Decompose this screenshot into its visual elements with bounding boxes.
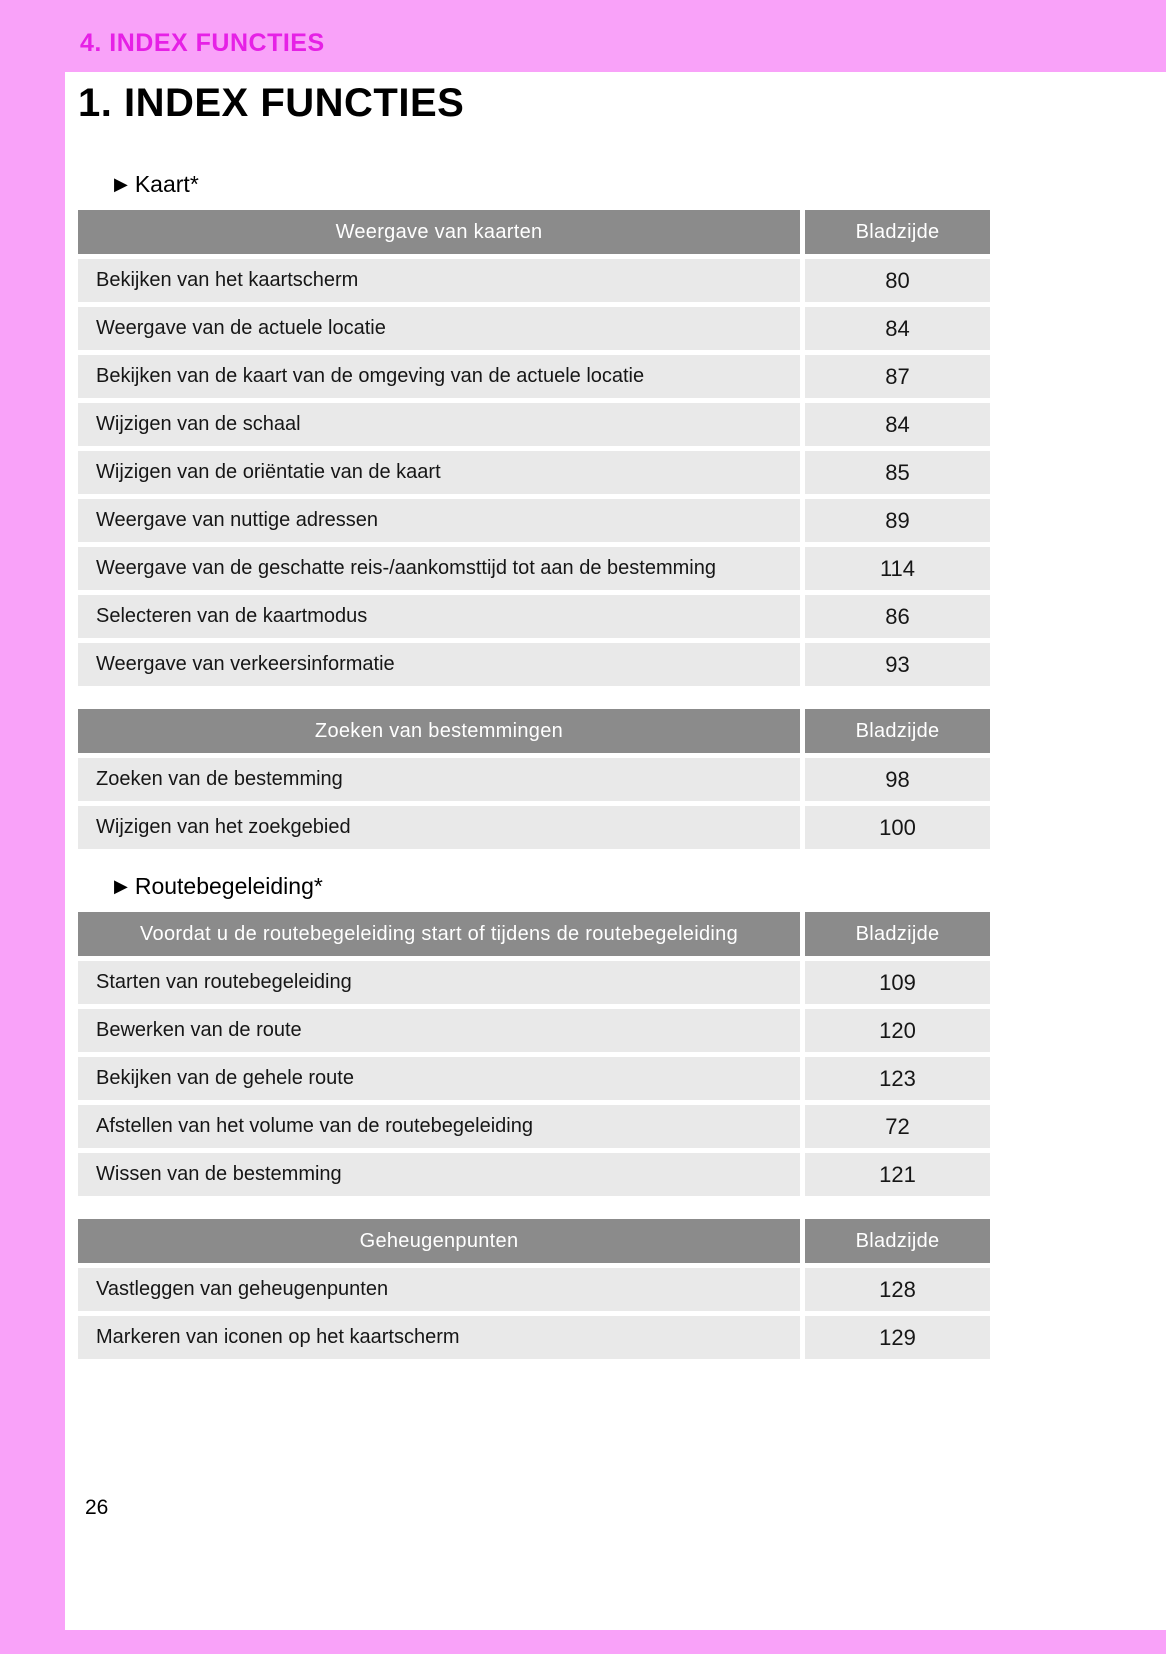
page-number: 26 xyxy=(85,1496,109,1519)
table-header-row xyxy=(78,709,990,753)
page-column-header: Bladzijde xyxy=(805,1219,990,1263)
row-label: Starten van routebegeleiding xyxy=(78,961,800,1004)
row-label: Weergave van verkeersinformatie xyxy=(78,643,800,686)
table-row xyxy=(78,806,990,849)
section-label-kaart xyxy=(114,170,1166,198)
top-banner xyxy=(0,0,1166,72)
row-label: Markeren van iconen op het kaartscherm xyxy=(78,1316,800,1359)
table-row xyxy=(78,403,990,446)
table-title: Zoeken van bestemmingen xyxy=(78,709,800,753)
row-page-number: 120 xyxy=(805,1009,990,1052)
row-page-number: 80 xyxy=(805,259,990,302)
table-row xyxy=(78,1057,990,1100)
row-label: Bewerken van de route xyxy=(78,1009,800,1052)
table-row xyxy=(78,961,990,1004)
row-page-number: 93 xyxy=(805,643,990,686)
triangle-marker-icon: ▶ xyxy=(114,174,128,194)
row-label: Bekijken van de gehele route xyxy=(78,1057,800,1100)
row-page-number: 100 xyxy=(805,806,990,849)
table-row xyxy=(78,1316,990,1359)
row-label: Bekijken van de kaart van de omgeving van de actuele locatie xyxy=(78,355,800,398)
table-row xyxy=(78,595,990,638)
index-body xyxy=(65,126,1166,1359)
table-row xyxy=(78,547,990,590)
page-column-header: Bladzijde xyxy=(805,912,990,956)
table-header-row xyxy=(78,1219,990,1263)
triangle-marker-icon: ▶ xyxy=(114,876,128,896)
table-row xyxy=(78,1268,990,1311)
section-label-text: Routebegeleiding* xyxy=(134,872,323,899)
table-row xyxy=(78,1009,990,1052)
row-label: Weergave van de actuele locatie xyxy=(78,307,800,350)
table-title: Geheugenpunten xyxy=(78,1219,800,1263)
table-row xyxy=(78,451,990,494)
row-page-number: 121 xyxy=(805,1153,990,1196)
row-label: Weergave van de geschatte reis-/aankomsttijd tot aan de bestemming xyxy=(78,547,800,590)
table-title: Weergave van kaarten xyxy=(78,210,800,254)
row-label: Vastleggen van geheugenpunten xyxy=(78,1268,800,1311)
chapter-kicker: 4. INDEX FUNCTIES xyxy=(80,28,325,57)
row-label: Afstellen van het volume van de routebegeleiding xyxy=(78,1105,800,1148)
section-label-text: Kaart* xyxy=(134,170,199,197)
table-row xyxy=(78,1153,990,1196)
content-area xyxy=(65,72,1166,1630)
row-page-number: 87 xyxy=(805,355,990,398)
table-title: Voordat u de routebegeleiding start of tijdens de routebegeleiding xyxy=(78,912,800,956)
row-page-number: 84 xyxy=(805,307,990,350)
index-table-geheugenpunten xyxy=(78,1219,990,1359)
row-page-number: 86 xyxy=(805,595,990,638)
table-row xyxy=(78,1105,990,1148)
row-page-number: 109 xyxy=(805,961,990,1004)
row-page-number: 84 xyxy=(805,403,990,446)
row-label: Wijzigen van de schaal xyxy=(78,403,800,446)
row-page-number: 85 xyxy=(805,451,990,494)
page-column-header: Bladzijde xyxy=(805,709,990,753)
table-row xyxy=(78,259,990,302)
row-page-number: 98 xyxy=(805,758,990,801)
row-page-number: 129 xyxy=(805,1316,990,1359)
index-table-routebegeleiding xyxy=(78,912,990,1196)
table-row xyxy=(78,355,990,398)
section-label-routebegeleiding xyxy=(114,872,1166,900)
table-row xyxy=(78,307,990,350)
row-page-number: 89 xyxy=(805,499,990,542)
row-page-number: 123 xyxy=(805,1057,990,1100)
row-page-number: 72 xyxy=(805,1105,990,1148)
index-table-zoeken-van-bestemmingen xyxy=(78,709,990,849)
index-table-weergave-van-kaarten xyxy=(78,210,990,686)
table-header-row xyxy=(78,210,990,254)
row-label: Zoeken van de bestemming xyxy=(78,758,800,801)
row-label: Wissen van de bestemming xyxy=(78,1153,800,1196)
page-column-header: Bladzijde xyxy=(805,210,990,254)
row-label: Wijzigen van de oriëntatie van de kaart xyxy=(78,451,800,494)
table-header-row xyxy=(78,912,990,956)
row-label: Bekijken van het kaartscherm xyxy=(78,259,800,302)
table-row xyxy=(78,643,990,686)
table-row xyxy=(78,758,990,801)
row-page-number: 128 xyxy=(805,1268,990,1311)
row-page-number: 114 xyxy=(805,547,990,590)
row-label: Weergave van nuttige adressen xyxy=(78,499,800,542)
table-row xyxy=(78,499,990,542)
row-label: Selecteren van de kaartmodus xyxy=(78,595,800,638)
page-title: 1. INDEX FUNCTIES xyxy=(78,81,465,125)
row-label: Wijzigen van het zoekgebied xyxy=(78,806,800,849)
